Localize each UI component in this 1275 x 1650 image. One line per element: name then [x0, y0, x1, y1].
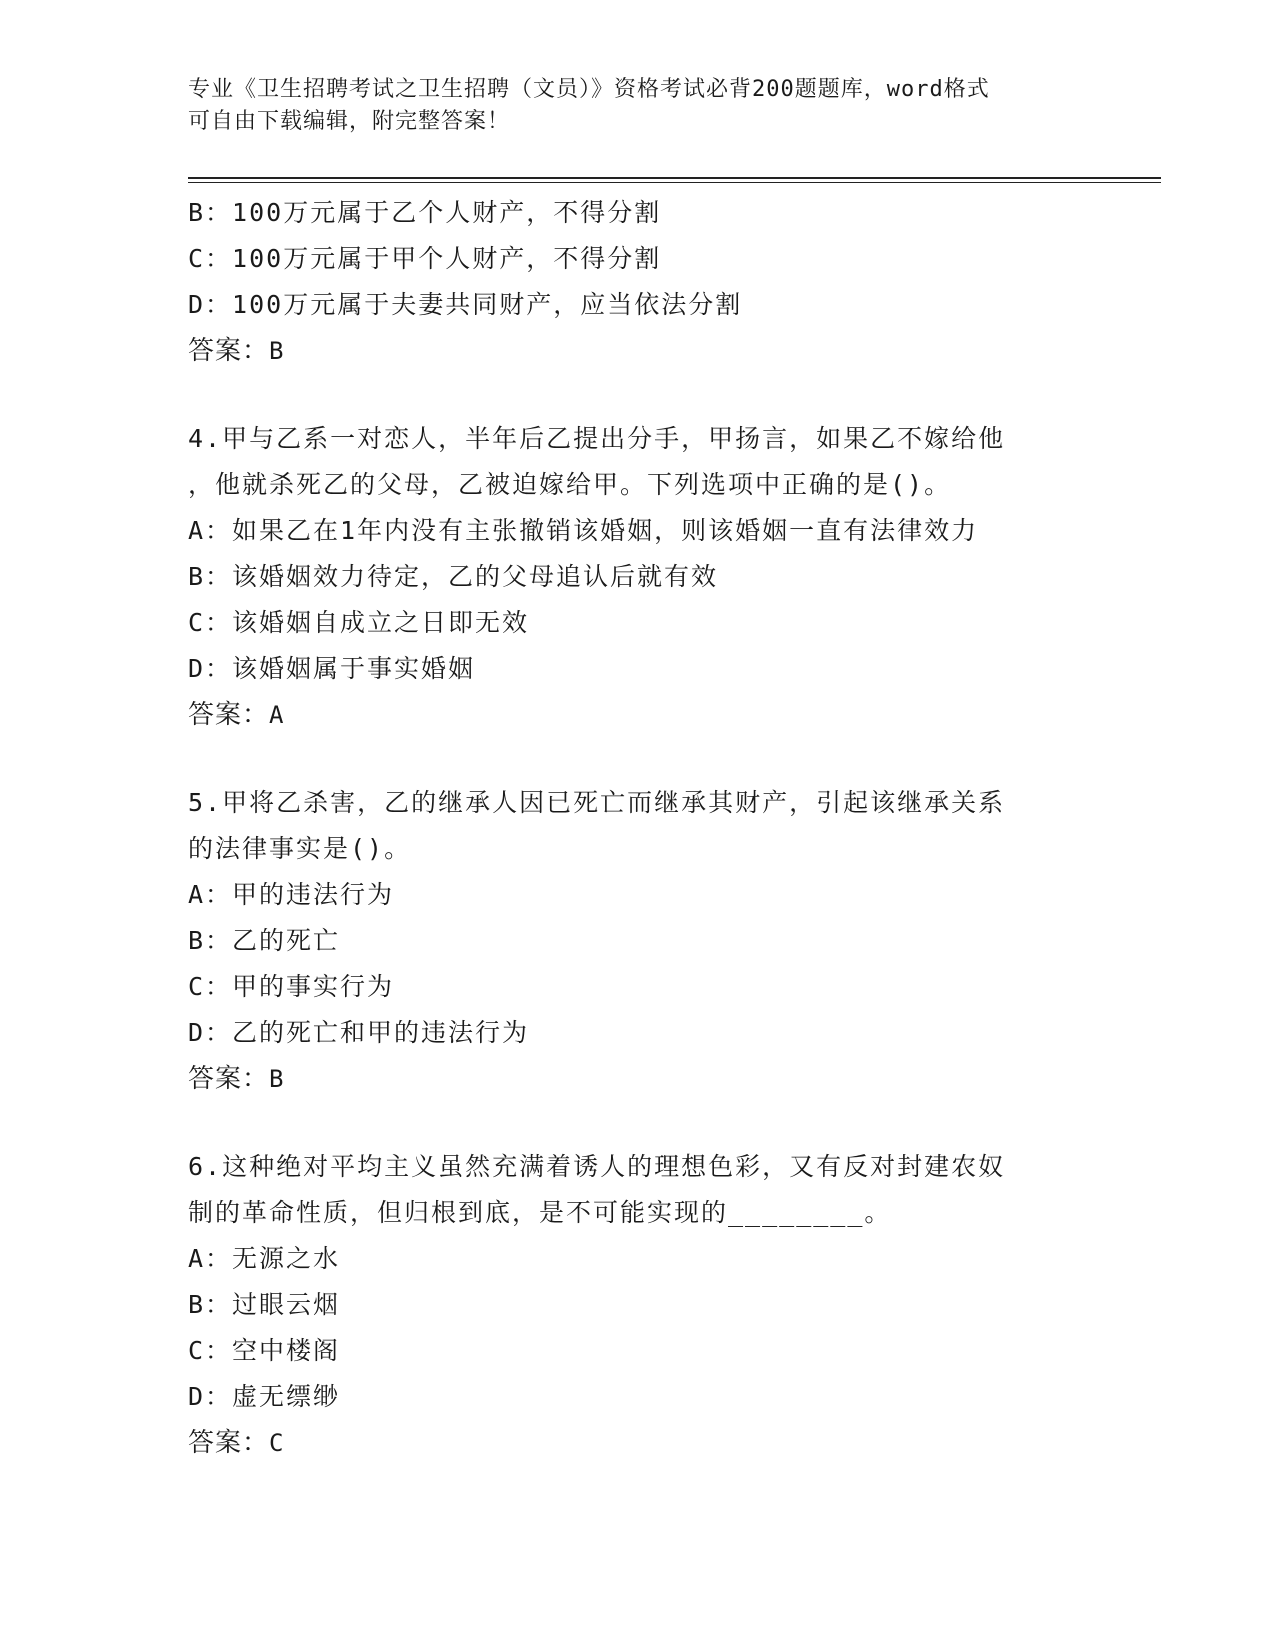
document-header: [188, 74, 1088, 138]
option-c: C：空中楼阁: [188, 1336, 341, 1365]
option-a: A：无源之水: [188, 1244, 341, 1273]
answer-label: 答案：: [188, 700, 270, 730]
question-5: [188, 780, 1088, 1102]
header-line-1: 专业《卫生招聘考试之卫生招聘（文员）》资格考试必背200题题库，word格式: [188, 77, 990, 102]
question-stem: 的法律事实是()。: [188, 834, 412, 863]
option-d: D：100万元属于夫妻共同财产，应当依法分割: [188, 290, 743, 319]
option-c: C：该婚姻自成立之日即无效: [188, 608, 530, 637]
answer-value: C: [269, 1429, 285, 1457]
answer-line: [188, 1420, 1088, 1466]
question-4: [188, 416, 1088, 738]
answer-line: [188, 1056, 1088, 1102]
option-d: D：乙的死亡和甲的违法行为: [188, 1018, 530, 1047]
question-list: [188, 190, 1088, 1466]
question-stem: 6.这种绝对平均主义虽然充满着诱人的理想色彩，又有反对封建农奴: [188, 1152, 1006, 1181]
option-b: B：乙的死亡: [188, 926, 341, 955]
answer-value: A: [269, 701, 285, 729]
answer-line: [188, 692, 1088, 738]
option-a: A：如果乙在1年内没有主张撤销该婚姻，则该婚姻一直有法律效力: [188, 516, 979, 545]
question-stem: 5.甲将乙杀害，乙的继承人因已死亡而继承其财产，引起该继承关系: [188, 788, 1006, 817]
answer-line: [188, 328, 1088, 374]
option-b: B：100万元属于乙个人财产，不得分割: [188, 198, 662, 227]
question-6: [188, 1144, 1088, 1466]
header-line-2: 可自由下载编辑，附完整答案！: [188, 109, 511, 134]
option-d: D：虚无缥缈: [188, 1382, 341, 1411]
option-d: D：该婚姻属于事实婚姻: [188, 654, 476, 683]
question-stem: ，他就杀死乙的父母，乙被迫嫁给甲。下列选项中正确的是()。: [188, 470, 952, 499]
answer-label: 答案：: [188, 336, 270, 366]
question-3: [188, 190, 1088, 374]
header-divider-thick: [188, 177, 1161, 179]
answer-value: B: [269, 337, 285, 365]
option-c: C：甲的事实行为: [188, 972, 395, 1001]
question-stem: 制的革命性质，但归根到底，是不可能实现的________。: [188, 1198, 892, 1227]
option-a: A：甲的违法行为: [188, 880, 395, 909]
answer-value: B: [269, 1065, 285, 1093]
option-c: C：100万元属于甲个人财产，不得分割: [188, 244, 662, 273]
option-b: B：该婚姻效力待定，乙的父母追认后就有效: [188, 562, 719, 591]
answer-label: 答案：: [188, 1428, 270, 1458]
answer-label: 答案：: [188, 1064, 270, 1094]
header-divider-thin: [188, 182, 1161, 183]
question-stem: 4.甲与乙系一对恋人，半年后乙提出分手，甲扬言，如果乙不嫁给他: [188, 424, 1006, 453]
option-b: B：过眼云烟: [188, 1290, 341, 1319]
